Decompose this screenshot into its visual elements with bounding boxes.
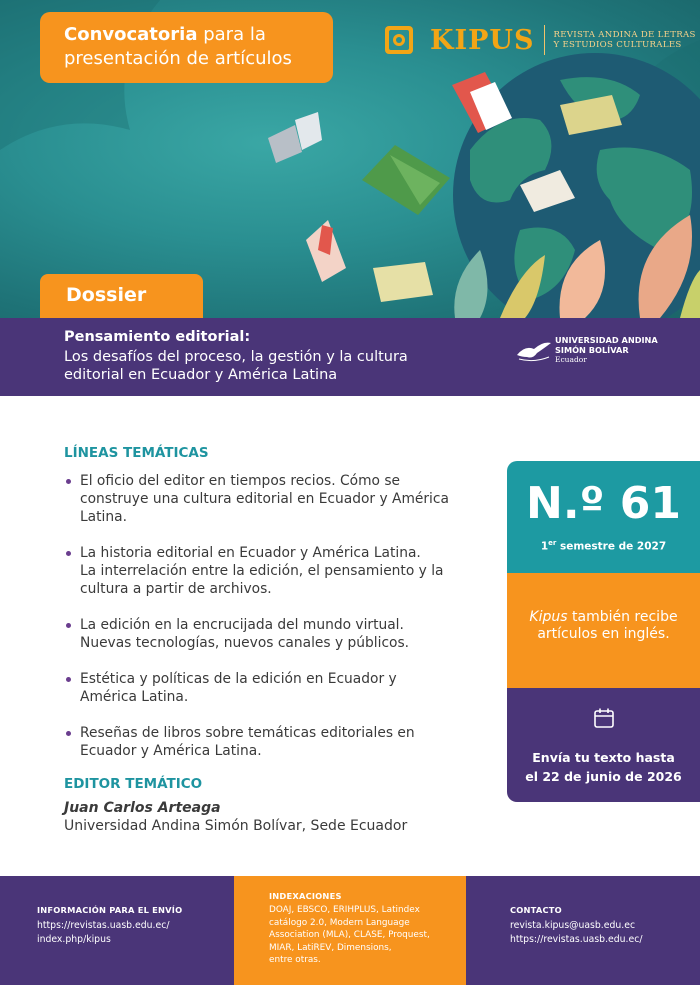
bullet-icon	[66, 623, 71, 628]
issue-number: N.º 61	[526, 478, 681, 529]
issue-semester: 1er semestre de 2027	[540, 539, 667, 553]
list-item: Reseñas de libros sobre temáticas editoriales en Ecuador y América Latina.	[66, 724, 496, 760]
index-list: DOAJ, EBSCO, ERIHPLUS, Latindex catálogo 2.0, Modern Language Association (MLA), CLASE, Proquest, MIAR, LatiREV, Dimensions, entre otras.	[269, 905, 430, 965]
footer	[0, 876, 700, 985]
editor-affiliation: Universidad Andina Simón Bolívar, Sede Ecuador	[64, 818, 408, 834]
journal-subtitle: REVISTA ANDINA DE LETRAS Y ESTUDIOS CULTURALES	[553, 30, 696, 50]
condor-icon	[515, 337, 553, 363]
dossier-band	[0, 318, 700, 396]
book-illustration-green	[362, 145, 450, 215]
deadline-text: Envía tu texto hasta el 22 de junio de 2026	[525, 750, 682, 784]
english-note-panel: Kipus también recibe artículos en inglés.	[507, 573, 700, 688]
editor-name: Juan Carlos Arteaga	[64, 800, 221, 816]
university-name-2: SIMÓN BOLÍVAR	[555, 345, 629, 355]
kipus-seal-icon	[384, 25, 414, 55]
contacto-links[interactable]: revista.kipus@uasb.edu.ec https://revistas.uasb.edu.ec/	[510, 920, 643, 945]
dossier-title: Pensamiento editorial:	[64, 329, 251, 345]
lineas-list	[66, 472, 496, 778]
bullet-icon	[66, 731, 71, 736]
issue-panel	[507, 461, 700, 573]
calendar-icon	[592, 706, 616, 730]
index-title: INDEXACIONES	[269, 891, 342, 901]
footer-envio	[37, 876, 182, 985]
footer-indexaciones	[234, 876, 466, 985]
bullet-icon	[66, 677, 71, 682]
call-heading: Convocatoria para la	[64, 24, 266, 45]
university-name-1: UNIVERSIDAD ANDINA	[555, 335, 658, 345]
call-subheading: presentación de artículos	[64, 48, 292, 69]
list-item: La edición en la encrucijada del mundo virtual. Nuevas tecnologías, nuevos canales y públicos.	[66, 616, 496, 652]
dossier-tab: Dossier	[40, 274, 203, 318]
hero-banner	[0, 0, 700, 318]
editor-heading: EDITOR TEMÁTICO	[64, 776, 203, 792]
list-item: El oficio del editor en tiempos recios. Cómo se construye una cultura editorial en Ecuador y América Latina.	[66, 472, 496, 526]
envio-link[interactable]: https://revistas.uasb.edu.ec/ index.php/kipus	[37, 920, 170, 945]
book-illustration-white	[268, 112, 346, 282]
bullet-icon	[66, 479, 71, 484]
university-logo	[515, 335, 658, 365]
logo-divider	[544, 25, 545, 55]
contacto-title: CONTACTO	[510, 905, 562, 915]
issue-card	[507, 461, 700, 802]
journal-name: KIPUS	[430, 24, 535, 56]
bullet-icon	[66, 551, 71, 556]
envio-title: INFORMACIÓN PARA EL ENVÍO	[37, 905, 183, 915]
call-for-papers-box	[40, 12, 333, 83]
university-country: Ecuador	[555, 355, 587, 364]
journal-logo	[384, 22, 696, 58]
deadline-panel	[507, 688, 700, 802]
dossier-subtitle: Los desafíos del proceso, la gestión y la cultura editorial en Ecuador y América Latina	[64, 349, 408, 383]
list-item: La historia editorial en Ecuador y América Latina. La interrelación entre la edición, el pensamiento y la cultura a partir de archivos.	[66, 544, 496, 598]
list-item: Estética y políticas de la edición en Ecuador y América Latina.	[66, 670, 496, 706]
footer-contacto	[510, 876, 642, 985]
lineas-heading: LÍNEAS TEMÁTICAS	[64, 445, 209, 461]
